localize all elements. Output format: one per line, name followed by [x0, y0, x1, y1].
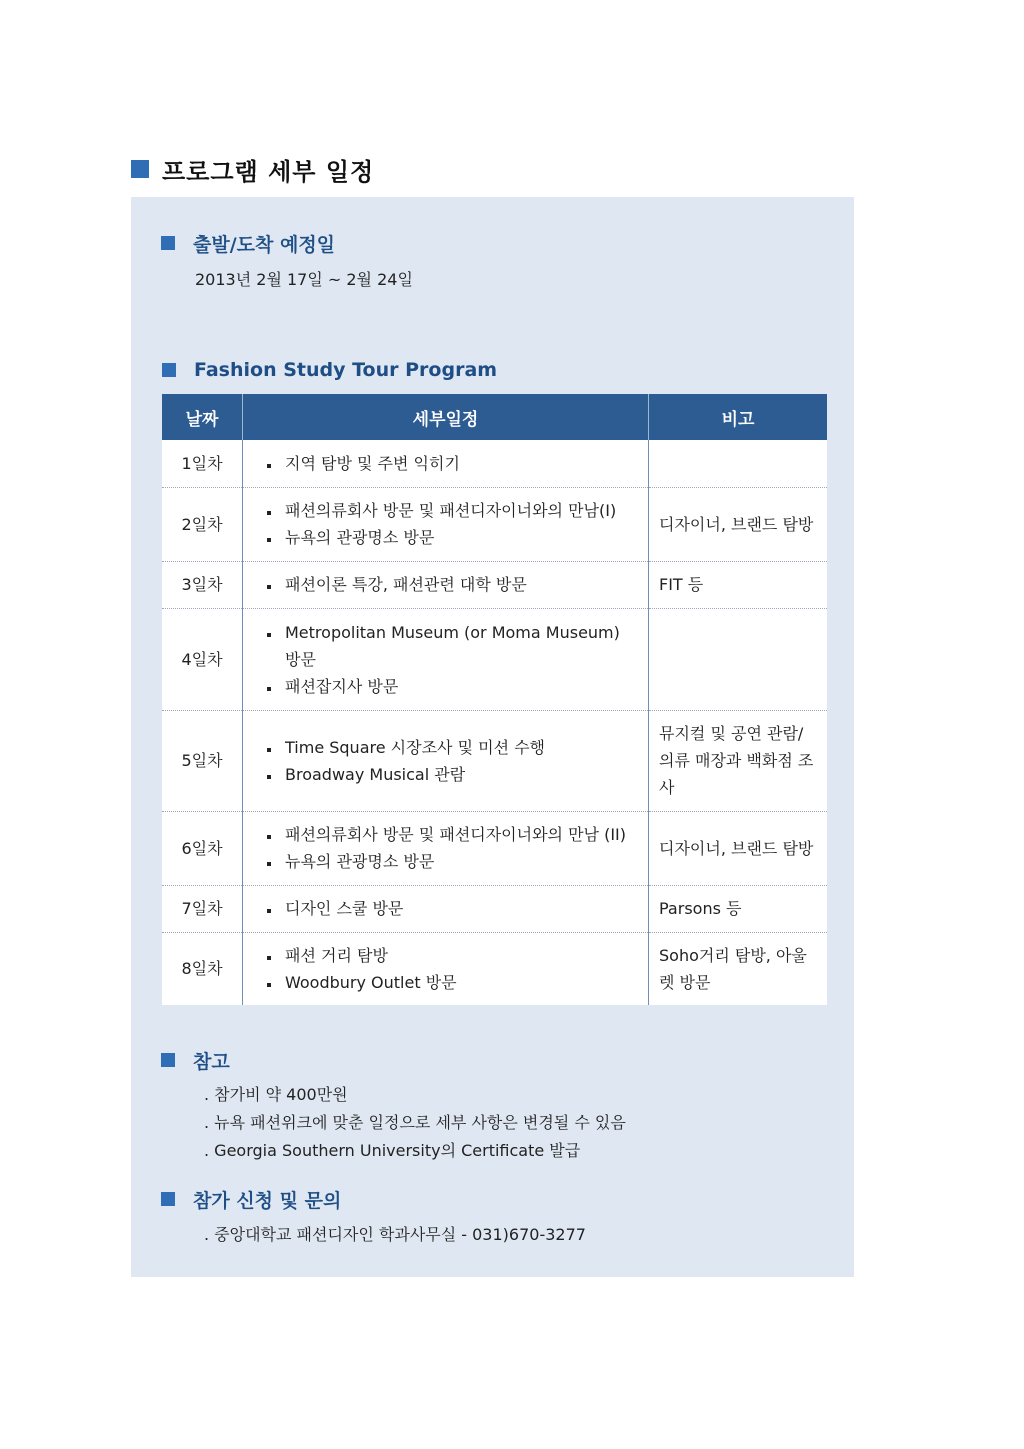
- page-title: [131, 152, 374, 186]
- square-bullet-icon: [161, 1053, 175, 1067]
- day-cell: 8일차: [162, 932, 243, 1005]
- detail-item: ▪ 패션의류회사 방문 및 패션디자이너와의 만남 (II): [281, 821, 638, 848]
- schedule-table: [162, 394, 827, 1005]
- details-cell: [243, 710, 649, 811]
- departure-heading: [161, 229, 335, 257]
- remarks-cell: 디자이너, 브랜드 탐방: [649, 811, 828, 885]
- table-row: [162, 561, 827, 608]
- square-bullet-icon: [131, 160, 149, 178]
- table-row: [162, 440, 827, 487]
- departure-heading-text: 출발/도착 예정일: [193, 233, 336, 256]
- note-line: . 참가비 약 400만원: [204, 1085, 348, 1104]
- notes-heading-text: 참고: [193, 1050, 230, 1073]
- detail-item: ▪ 디자인 스쿨 방문: [281, 895, 638, 922]
- remarks-cell: [649, 440, 828, 487]
- day-cell: 7일차: [162, 885, 243, 932]
- square-bullet-icon: [161, 236, 175, 250]
- remarks-cell: [649, 608, 828, 710]
- remarks-cell: 뮤지컬 및 공연 관람/ 의류 매장과 백화점 조사: [649, 710, 828, 811]
- column-header-details: 세부일정: [243, 394, 649, 440]
- details-cell: [243, 440, 649, 487]
- detail-item: ▪ 뉴욕의 관광명소 방문: [281, 524, 638, 551]
- remarks-cell: 디자이너, 브랜드 탐방: [649, 487, 828, 561]
- details-cell: [243, 608, 649, 710]
- details-cell: [243, 932, 649, 1005]
- table-row: [162, 608, 827, 710]
- contact-heading-text: 참가 신청 및 문의: [193, 1189, 342, 1212]
- day-cell: 4일차: [162, 608, 243, 710]
- day-cell: 5일차: [162, 710, 243, 811]
- detail-item: ▪ Woodbury Outlet 방문: [281, 969, 638, 996]
- column-header-remarks: 비고: [649, 394, 828, 440]
- day-cell: 2일차: [162, 487, 243, 561]
- departure-dates: 2013년 2월 17일 ~ 2월 24일: [195, 270, 413, 289]
- table-row: [162, 487, 827, 561]
- day-cell: 6일차: [162, 811, 243, 885]
- note-line: . Georgia Southern University의 Certificate 발급: [204, 1141, 581, 1160]
- details-cell: [243, 487, 649, 561]
- note-line: . 뉴욕 패션위크에 맞춘 일정으로 세부 사항은 변경될 수 있음: [204, 1113, 626, 1132]
- square-bullet-icon: [161, 1192, 175, 1206]
- square-bullet-icon: [162, 363, 176, 377]
- remarks-cell: FIT 등: [649, 561, 828, 608]
- detail-item: ▪ 패션이론 특강, 패션관련 대학 방문: [281, 571, 638, 598]
- detail-item: ▪ 패션잡지사 방문: [281, 673, 638, 700]
- table-row: [162, 932, 827, 1005]
- table-header-row: [162, 394, 827, 440]
- table-row: [162, 885, 827, 932]
- detail-item: ▪ Time Square 시장조사 및 미션 수행: [281, 734, 638, 761]
- detail-item: ▪ Broadway Musical 관람: [281, 761, 638, 788]
- table-row: [162, 710, 827, 811]
- day-cell: 3일차: [162, 561, 243, 608]
- program-heading: [162, 356, 497, 384]
- contact-heading: [161, 1185, 341, 1213]
- contact-line: . 중앙대학교 패션디자인 학과사무실 - 031)670-3277: [204, 1225, 586, 1244]
- detail-item: ▪ 패션의류회사 방문 및 패션디자이너와의 만남(I): [281, 497, 638, 524]
- details-cell: [243, 885, 649, 932]
- program-heading-text: Fashion Study Tour Program: [194, 359, 498, 381]
- day-cell: 1일차: [181, 453, 223, 473]
- detail-item: ▪ Metropolitan Museum (or Moma Museum) 방문: [281, 619, 638, 673]
- details-cell: [243, 811, 649, 885]
- remarks-cell: Soho거리 탐방, 아울렛 방문: [649, 932, 828, 1005]
- remarks-cell: Parsons 등: [649, 885, 828, 932]
- details-cell: [243, 561, 649, 608]
- column-header-date: 날짜: [162, 394, 243, 440]
- notes-heading: [161, 1046, 230, 1074]
- detail-item: ▪ 지역 탐방 및 주변 익히기: [281, 450, 638, 477]
- detail-item: ▪ 뉴욕의 관광명소 방문: [281, 848, 638, 875]
- page-title-text: 프로그램 세부 일정: [162, 157, 375, 186]
- detail-item: ▪ 패션 거리 탐방: [281, 942, 638, 969]
- table-row: [162, 811, 827, 885]
